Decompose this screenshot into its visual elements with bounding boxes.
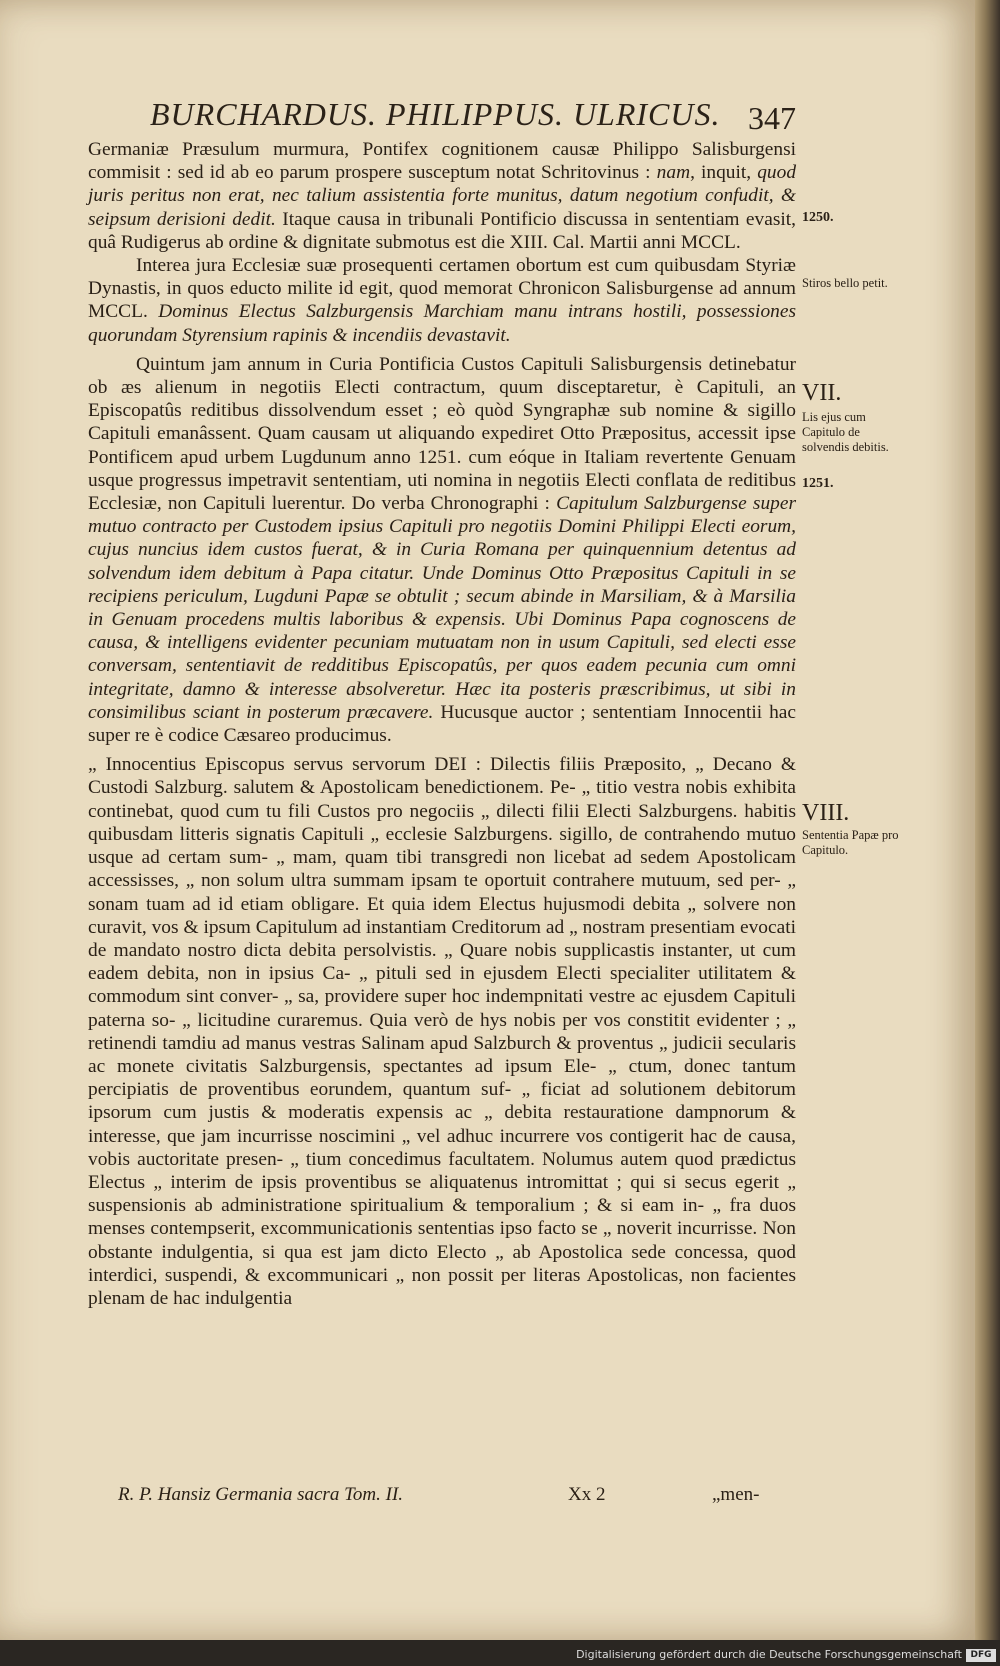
sheet-mark: Xx 2 bbox=[568, 1484, 606, 1505]
paragraph-4-papal-letter: „ Innocentius Episcopus servus servorum DEI : Dilectis filiis Præposito, „ Decano & Custodi Salzburg. salutem & Apostolicam benedictionem. Pe- „ titio vestra nobis exhibita continebat, quod cum tu fili Custos pro negociis „ dilecti filii Electi Salzburgens. habitis quibusdam litteris signatis Capituli „ ecclesie Salzburgens. sigillo, de contrahendo mutuo usque ad certam sum- „ mam, quam tibi transgredi non licebat ad sedem Apostolicam accessisses, „ non solum ultra summam ipsam te oportuit contrahere mutuum, sed per- „ sonam tuam ad id etiam obligare. Et quia idem Electus hujusmodi debita „ solvere non curavit, vos & ipsum Capitulum ad instantiam Creditorum ad „ nostram presentiam evocati de mandato nostro dicta debita persolvistis. „ Quare nobis supplicastis instanter, ut cum eadem debita, non in ipsius Ca- „ pituli sed in ejusdem Electi specialiter utilitatem & commodum sint conver- „ sa, providere super hoc indempnitati vestre ac ejusdem Capituli paterna so- „ licitudine curaremus. Quia verò de hys nobis per vos constitit evidenter ; „ retinendi tamdiu ad manus vestras Salinam apud Salzburch & proventus „ judicii secularis ac monete civitatis Salzburgensis, spectantes ad ipsum Ele- „ ctum, donec tantum percipiatis de proventibus eorundem, quantum suf- „ ficiat ad solutionem debitorum ipsorum cum justis & moderatis expensis ac „ debita restauratione dampnorum & interesse, que jam incurrisse noscimini „ vel adhuc incurrere vos contigerit hac de causa, vobis auctoritate presen- „ tium concedimus facultatem. Nolumus autem quod prædictus Electus „ interim de ipsis proventibus se aliquatenus intromittat ; qui si secus egerit „ suspensionis ab administratione spiritualium & temporalium ; & si eam in- „ fra duos menses contempserit, excommunicationis sententias ipso facto se „ noverit incurrisse. Non obstante indulgentia, si qua est jam dicto Electo „ ab Apostolica sede concessa, quod interdici, suspendi, & excommunicari „ non possit per literas Apostolicas, non facientes plenam de hac indulgentia bbox=[88, 754, 796, 1309]
dfg-logo-icon: DFG bbox=[966, 1649, 996, 1662]
page-footer bbox=[118, 1484, 798, 1514]
paragraph-2: Interea jura Ecclesiæ suæ prosequenti certamen obortum est cum quibusdam Styriæ Dynastis, in quos educto milite id egit, quod memorat Chronicon Salisburgense ad annum MCCL. Dominus Electus Salzburgensis Marchiam manu intrans hostili, possessiones quorundam Styrensium rapinis & incendiis devastavit. bbox=[88, 255, 796, 346]
page-edge bbox=[975, 0, 1000, 1640]
page-number: 347 bbox=[748, 100, 796, 136]
digitization-note: Digitalisierung gefördert durch die Deutsche Forschungsgemeinschaft bbox=[576, 1648, 962, 1661]
margin-note-lis: Lis ejus cum Capitulo de solvendis debitis. bbox=[802, 410, 889, 454]
margin-year-1250: 1250. bbox=[802, 210, 834, 225]
paragraph-1: Germaniæ Præsulum murmura, Pontifex cognitionem causæ Philippo Salisburgensi commisit : sed id ab eo parum prospere susceptum notat Schritovinus : nam, inquit, quod juris peritus non erat, nec talium assistentia forte munitus, datum negotium confudit, & seipsum derisioni dedit. Itaque causa in tribunali Pontificio discussa in sententiam evasit, quâ Rudigerus ab ordine & dignitate submotus est die XIII. Cal. Martii anni MCCL. bbox=[88, 139, 797, 253]
body-text bbox=[88, 138, 796, 1310]
catchword: „men- bbox=[712, 1484, 760, 1505]
running-title: BURCHARDUS. PHILIPPUS. ULRICUS. bbox=[150, 96, 721, 132]
margin-section-viii: VIII. bbox=[802, 800, 850, 826]
margin-note-styros: Stiros bello petit. bbox=[802, 276, 888, 290]
footer-signature: R. P. Hansiz Germania sacra Tom. II. bbox=[118, 1484, 404, 1505]
paragraph-3: Quintum jam annum in Curia Pontificia Custos Capituli Salisburgensis detinebatur ob æs alienum in negotiis Electi contractum, quum disceptaretur, è Capituli, an Episcopatûs reditibus dissolvendum esset ; eò quòd Syngraphæ sub nomine & sigillo Capituli emanâssent. Quam causam ut aliquando expediret Otto Præpositus, accessit ipse Pontificem apud urbem Lugdunum anno 1251. cum eóque in Italiam revertente Genuam usque progressus impetravit sententiam, uti nomina in negotiis Electi conflata de reditibus Ecclesiæ, non Capituli luerentur. Do verba Chronographi : Capitulum Salzburgense super mutuo contracto per Custodem ipsius Capituli pro negotiis Domini Philippi Electi eorum, cujus nuncius idem custos fuerat, & in Curia Romana per quinquennium detentus ad solvendum idem debitum à Papa citatur. Unde Dominus Otto Præpositus Capituli in se recipiens periculum, Lugduni Papæ se obtulit ; secum abinde in Marsiliam, & à Marsilia in Genuam procedens multis laboribus & expensis. Ubi Dominus Papa cognoscens de causa, & intelligens evidenter pecuniam mutuatam non in usum Capituli, sed electi esse conversam, sententiavit de redditibus Episcopatûs, per quos eadem pecunia cum omni integritate, damno & interesse absolveretur. Hæc ita posteris præscribimus, ut sibi in consimilibus sciant in posterum præcavere. Hucusque auctor ; sententiam Innocentii hac super re è codice Cæsareo producimus. bbox=[88, 353, 796, 747]
margin-year-1251: 1251. bbox=[802, 476, 834, 491]
margin-note-sententia: Sententia Papæ pro Capitulo. bbox=[802, 828, 899, 857]
margin-section-vii: VII. bbox=[802, 380, 842, 406]
